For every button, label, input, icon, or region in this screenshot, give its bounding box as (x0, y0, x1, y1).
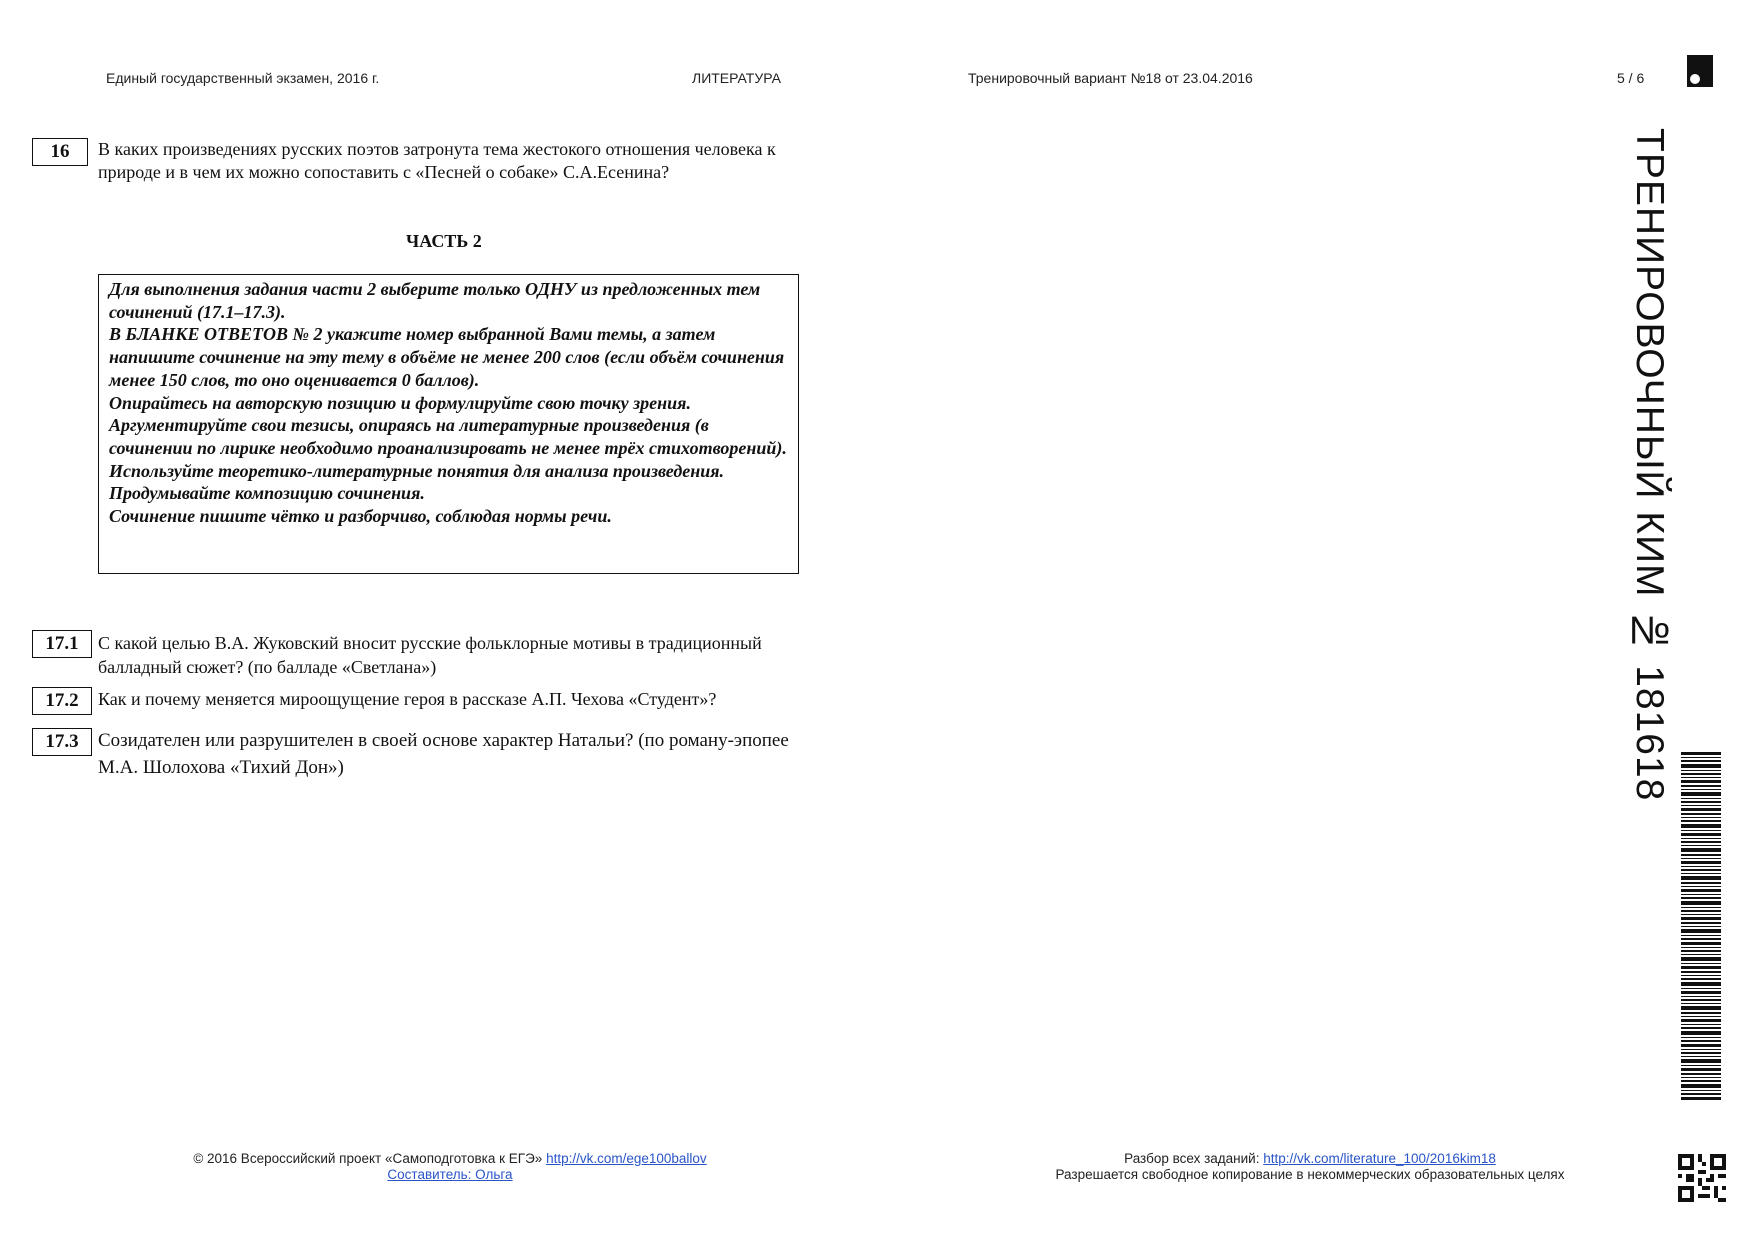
instruction-line: Продумывайте композицию сочинения. (109, 483, 425, 504)
header-subject: ЛИТЕРАТУРА (692, 70, 781, 86)
part-2-title: ЧАСТЬ 2 (406, 231, 482, 251)
qr-code-icon (1678, 1154, 1726, 1202)
analysis-label: Разбор всех заданий: (1124, 1151, 1260, 1166)
header-exam-title: Единый государственный экзамен, 2016 г. (106, 70, 380, 86)
page-number: 5 / 6 (1617, 70, 1645, 86)
topic-17-2-text: Как и почему меняется мироощущение героя в рассказе А.П. Чехова «Студент»? (98, 689, 717, 709)
project-link[interactable]: http://vk.com/ege100ballov (546, 1151, 707, 1166)
corner-marker-icon (1687, 55, 1713, 87)
footer-left (150, 1151, 750, 1183)
instruction-line: Для выполнения задания части 2 выберите только ОДНУ из предложенных тем сочинений (17.1–17.3). (109, 279, 761, 322)
side-kim-title: ТРЕНИРОВОЧНЫЙ КИМ № 181618 (1628, 128, 1671, 802)
topic-17-2-number: 17.2 (32, 687, 92, 715)
topic-17-1-number: 17.1 (32, 630, 92, 658)
footer-right (1000, 1151, 1620, 1183)
author-link[interactable]: Составитель: Ольга (387, 1167, 513, 1182)
instruction-line: В БЛАНКЕ ОТВЕТОВ № 2 укажите номер выбранной Вами темы, а затем напишите сочинение на эту тему в объёме не менее 200 слов (если объём сочинения менее 150 слов, то оно оценивается 0 баллов). (109, 324, 785, 390)
analysis-link[interactable]: http://vk.com/literature_100/2016kim18 (1263, 1151, 1496, 1166)
part-2-instructions (98, 274, 799, 574)
header-variant: Тренировочный вариант №18 от 23.04.2016 (968, 70, 1253, 86)
topic-17-1-text: С какой целью В.А. Жуковский вносит русские фольклорные мотивы в традиционный балладный сюжет? (по балладе «Светлана») (98, 633, 762, 677)
barcode-icon (1681, 752, 1721, 1100)
footer-copyright: © 2016 Всероссийский проект «Самоподготовка к ЕГЭ» (193, 1151, 543, 1166)
topic-17-3-number: 17.3 (32, 728, 92, 756)
instruction-line: Опирайтесь на авторскую позицию и формулируйте свою точку зрения. (109, 392, 691, 413)
instruction-line: Аргументируйте свои тезисы, опираясь на литературные произведения (в сочинении по лирике необходимо проанализировать не менее трёх стихотворений). (109, 415, 787, 458)
instruction-line: Сочинение пишите чётко и разборчиво, соблюдая нормы речи. (109, 506, 612, 527)
topic-17-3-text: Созидателен или разрушителен в своей основе характер Натальи? (по роману-эпопее М.А. Шолохова «Тихий Дон») (98, 730, 789, 778)
question-16-text: В каких произведениях русских поэтов затронута тема жестокого отношения человека к природе и в чем их можно сопоставить с «Песней о собаке» С.А.Есенина? (98, 139, 776, 182)
question-16-number: 16 (32, 138, 88, 166)
license-note: Разрешается свободное копирование в некоммерческих образовательных целях (1055, 1167, 1565, 1182)
instruction-line: Используйте теоретико-литературные понятия для анализа произведения. (109, 460, 725, 481)
